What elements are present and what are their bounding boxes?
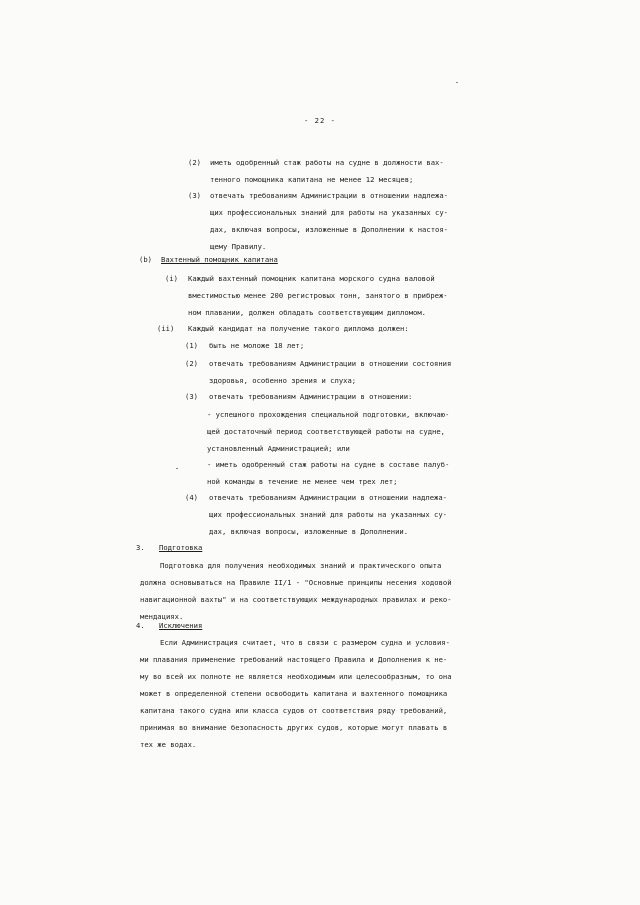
item-text: отвечать требованиям Администрации в отношении:: [209, 392, 413, 401]
dash-item: - успешного прохождения специальной подготовки, включаю- щей достаточный период соответствующей работы на судне, установленный Администрацией; или: [207, 410, 450, 453]
section-number: 4.: [136, 621, 145, 630]
item-label: (2): [185, 359, 198, 368]
item-label: (ii): [157, 324, 175, 333]
item-label: (3): [185, 392, 198, 401]
section-number: 3.: [136, 543, 145, 552]
item-text: быть не моложе 18 лет;: [209, 341, 305, 350]
page-number: - 22 -: [304, 116, 336, 125]
paragraph: Если Администрация считает, что в связи с размером судна и условия- ми плавания применение требований настоящего Правила и Дополнения к не- му во всей их полноте не является необходимым или целесообразным, то она может в определенной степени освободить капитана и вахтенного помощника капитана такого судна или класса судов от соответствия ряду требований, принимая во внимание безопасность других судов, которые могут плавать в тех же водах.: [140, 638, 452, 749]
item-label: (i): [165, 274, 178, 283]
item-text: иметь одобренный стаж работы на судне в должности вах- тенного помощника капитана не менее 12 месяцев;: [210, 158, 444, 184]
item-label: (3): [188, 191, 201, 200]
item-label: (2): [188, 158, 201, 167]
item-text: отвечать требованиям Администрации в отношении надлежа- щих профессиональных знаний для работы на указанных су- дах, включая вопросы, изложенные в Дополнении.: [209, 493, 447, 536]
item-text: Каждый вахтенный помощник капитана морского судна валовой вместимостью менее 200 регистровых тонн, занятого в прибреж- ном плавании, должен обладать соответствующим дипломом.: [188, 274, 448, 317]
item-text: Каждый кандидат на получение такого диплома должен:: [188, 324, 409, 333]
section-label: (b): [139, 255, 152, 264]
item-label: (4): [185, 493, 198, 502]
item-text: отвечать требованиям Администрации в отношении надлежа- щих профессиональных знаний для работы на указанных су- дах, включая вопросы, изложенные в Дополнении к настоя- щему Правилу.: [210, 191, 448, 251]
section-heading: Исключения: [159, 621, 203, 630]
item-label: (1): [185, 341, 198, 350]
section-heading: Подготовка: [159, 543, 203, 552]
section-heading: Вахтенный помощник капитана: [161, 255, 278, 264]
paragraph: Подготовка для получения необходимых знаний и практического опыта должна основываться на Правиле II/1 - "Основные принципы несения ходовой навигационной вахты" и на соответствующих международных правилах и реко- мендациях.: [140, 561, 452, 621]
item-text: отвечать требованиям Администрации в отношении состояния здоровья, особенно зрения и слуха;: [209, 359, 452, 385]
scan-speck: [456, 82, 458, 83]
scan-speck: [176, 468, 178, 469]
dash-item: - иметь одобренный стаж работы на судне в составе палуб- ной команды в течение не менее чем трех лет;: [207, 460, 450, 486]
